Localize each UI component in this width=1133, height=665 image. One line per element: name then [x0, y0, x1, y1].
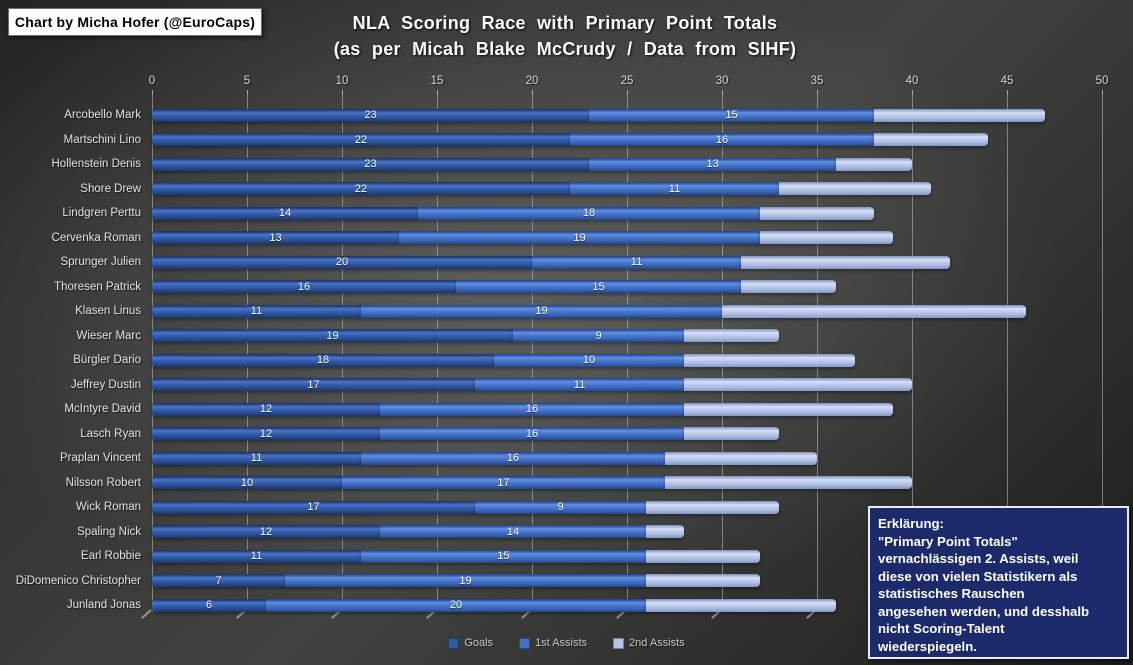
bar-segment-2nd-assists: [779, 182, 931, 195]
bar-segment-1st-assists: [532, 256, 741, 269]
bar-value-label: 17: [497, 476, 510, 489]
x-axis-tick-mark: [1102, 90, 1103, 95]
bar-value-label: 19: [573, 231, 586, 244]
bar-value-label: 19: [326, 329, 339, 342]
bar-segment-1st-assists: [513, 329, 684, 342]
bar-value-label: 13: [269, 231, 282, 244]
x-axis-tick-label: 25: [620, 75, 634, 87]
bar-value-label: 15: [592, 280, 605, 293]
bar-segment-goals: [152, 109, 589, 122]
x-axis-tick-label: 0: [148, 75, 156, 87]
credit-badge-text: Chart by Micha Hofer (@EuroCaps): [14, 14, 256, 30]
bar-segment-2nd-assists: [646, 599, 836, 612]
bar-value-label: 22: [354, 133, 368, 146]
bar-segment-2nd-assists: [684, 354, 855, 367]
x-axis-tick-mark: [1007, 90, 1008, 95]
legend-item: [448, 637, 493, 649]
bar-segment-1st-assists: [456, 280, 741, 293]
player-label: Sprunger Julien: [60, 256, 141, 268]
bar-segment-1st-assists: [361, 452, 665, 465]
annotation-line: diese von vielen Statistikern als: [878, 568, 1078, 584]
player-label: Wieser Marc: [76, 329, 141, 342]
player-label: Spaling Nick: [77, 525, 141, 538]
bar-value-label: 9: [595, 329, 602, 342]
bar-segment-goals: [152, 525, 380, 538]
bar-segment-2nd-assists: [646, 550, 760, 563]
bar-segment-2nd-assists: [684, 378, 912, 391]
legend-swatch-1st-assists: [519, 638, 530, 649]
bar-value-label: 20: [449, 599, 463, 612]
bar-segment-1st-assists: [570, 182, 779, 195]
bar-value-label: 11: [250, 550, 263, 563]
bar-value-label: 12: [259, 427, 273, 440]
bar-value-label: 23: [364, 158, 377, 171]
x-axis-tick-label: 20: [525, 75, 539, 87]
x-axis-tick-mark: [627, 90, 628, 95]
annotation-line: vernachlässigen 2. Assists, weil: [878, 551, 1079, 566]
bar-segment-1st-assists: [361, 305, 722, 318]
bar-value-label: 23: [364, 109, 377, 122]
bar-segment-goals: [152, 305, 361, 318]
x-axis-tick-label: 5: [243, 75, 251, 87]
player-label: Bürgler Dario: [73, 354, 141, 366]
x-axis-tick-label: 35: [810, 75, 824, 87]
x-axis-tick-label: 10: [335, 75, 349, 87]
bar-segment-goals: [152, 501, 475, 514]
bar-segment-1st-assists: [570, 133, 874, 146]
player-label: Jeffrey Dustin: [70, 378, 141, 391]
bar-value-label: 16: [525, 403, 539, 416]
player-label: Praplan Vincent: [60, 452, 141, 464]
chart-title: [270, 10, 860, 62]
bar-value-label: 12: [259, 403, 273, 416]
bar-segment-2nd-assists: [741, 256, 950, 269]
bar-segment-2nd-assists: [836, 158, 912, 171]
bar-segment-goals: [152, 427, 380, 440]
bar-value-label: 14: [506, 525, 520, 538]
bar-value-label: 18: [582, 207, 596, 220]
bar-segment-1st-assists: [266, 599, 646, 612]
bar-segment-1st-assists: [285, 574, 646, 587]
bar-segment-goals: [152, 452, 361, 465]
bar-segment-goals: [152, 599, 266, 612]
x-axis-tick-mark: [247, 90, 248, 95]
bar-value-label: 16: [715, 133, 729, 146]
bar-segment-2nd-assists: [646, 501, 779, 514]
bar-segment-1st-assists: [399, 231, 760, 244]
player-label: Earl Robbie: [80, 550, 141, 562]
bar-value-label: 19: [535, 305, 548, 318]
x-axis-tick-mark: [912, 90, 913, 95]
bar-segment-1st-assists: [418, 207, 760, 220]
bar-segment-1st-assists: [589, 109, 874, 122]
bar-segment-2nd-assists: [874, 133, 988, 146]
x-axis-tick-mark: [817, 90, 818, 95]
bar-value-label: 20: [335, 256, 349, 269]
bar-value-label: 16: [297, 280, 311, 293]
bar-segment-2nd-assists: [684, 427, 779, 440]
legend-label: 2nd Assists: [629, 637, 685, 649]
x-axis-tick-label: 30: [715, 75, 729, 87]
bar-value-label: 11: [250, 452, 263, 465]
bar-value-label: 7: [215, 574, 222, 587]
bar-value-label: 18: [316, 354, 330, 367]
bar-value-label: 19: [459, 574, 472, 587]
bar-value-label: 6: [205, 599, 213, 612]
annotation-line: angesehen werden, und desshalb: [878, 603, 1090, 619]
bar-segment-2nd-assists: [646, 574, 760, 587]
bar-value-label: 17: [307, 501, 320, 514]
chart-title-line-2: (as per Micah Blake McCrudy / Data from SIHF): [333, 39, 797, 59]
bar-value-label: 22: [354, 182, 368, 195]
bar-segment-2nd-assists: [665, 452, 817, 465]
legend-swatch-2nd-assists: [613, 638, 624, 649]
legend-label: Goals: [464, 637, 494, 649]
player-label: Martschini Lino: [63, 133, 141, 146]
legend-swatch-goals: [448, 638, 459, 649]
player-label: McIntyre David: [64, 403, 141, 415]
player-label: Lasch Ryan: [80, 427, 141, 440]
x-axis-tick-mark: [722, 90, 723, 95]
bar-segment-goals: [152, 476, 342, 489]
annotation-line: statistisches Rauschen: [878, 586, 1025, 601]
legend-item: [613, 637, 685, 649]
annotation-line: "Primary Point Totals": [878, 533, 1018, 549]
player-label: Thoresen Patrick: [54, 280, 141, 293]
x-axis-tick-label: 45: [1000, 75, 1014, 87]
bar-segment-1st-assists: [494, 354, 684, 367]
bar-segment-goals: [152, 182, 570, 195]
player-label: Nilsson Robert: [65, 476, 141, 489]
x-axis-tick-label: 50: [1095, 75, 1109, 87]
bar-segment-goals: [152, 403, 380, 416]
bar-segment-1st-assists: [342, 476, 665, 489]
bar-segment-1st-assists: [380, 525, 646, 538]
bar-segment-2nd-assists: [665, 476, 912, 489]
x-axis-tick-label: 40: [905, 75, 919, 87]
bar-value-label: 9: [557, 501, 564, 514]
bar-segment-2nd-assists: [741, 280, 836, 293]
bar-segment-goals: [152, 158, 589, 171]
bar-segment-2nd-assists: [760, 231, 893, 244]
bar-value-label: 16: [525, 427, 539, 440]
x-axis-tick-mark: [437, 90, 438, 95]
player-label: Shore Drew: [80, 182, 141, 195]
player-label: Klasen Linus: [75, 305, 141, 317]
player-label: Arcobello Mark: [64, 109, 141, 121]
player-label: Wick Roman: [75, 501, 141, 513]
annotation-line: Erklärung:: [878, 516, 944, 531]
bar-segment-goals: [152, 256, 532, 269]
player-label: Lindgren Perttu: [62, 207, 141, 219]
bar-segment-goals: [152, 207, 418, 220]
bar-segment-goals: [152, 574, 285, 587]
bar-segment-1st-assists: [380, 403, 684, 416]
bottom-axis-tick: [141, 609, 152, 619]
bar-value-label: 11: [573, 378, 586, 391]
bar-segment-goals: [152, 378, 475, 391]
bar-value-label: 10: [582, 354, 596, 367]
bar-segment-goals: [152, 280, 456, 293]
bar-segment-goals: [152, 133, 570, 146]
bar-segment-2nd-assists: [684, 403, 893, 416]
legend-item: [519, 637, 587, 649]
bar-segment-goals: [152, 329, 513, 342]
bar-segment-1st-assists: [475, 378, 684, 391]
bar-value-label: 13: [706, 158, 719, 171]
player-label: Cervenka Roman: [51, 231, 141, 244]
bar-value-label: 14: [278, 207, 292, 220]
bar-value-label: 16: [506, 452, 520, 465]
x-axis-tick-mark: [152, 90, 153, 95]
x-axis-tick-mark: [342, 90, 343, 95]
bar-value-label: 11: [668, 182, 681, 195]
bar-segment-goals: [152, 231, 399, 244]
bar-segment-1st-assists: [380, 427, 684, 440]
annotation-line: wiederspiegeln.: [878, 638, 977, 654]
x-axis-tick-mark: [532, 90, 533, 95]
bar-segment-goals: [152, 550, 361, 563]
bar-value-label: 12: [259, 525, 273, 538]
bar-value-label: 15: [725, 109, 738, 122]
bar-value-label: 11: [250, 305, 263, 318]
bar-segment-1st-assists: [589, 158, 836, 171]
player-label: Hollenstein Denis: [51, 158, 141, 170]
bar-value-label: 15: [497, 550, 510, 563]
player-label: Junland Jonas: [66, 599, 141, 611]
bar-segment-1st-assists: [361, 550, 646, 563]
annotation-line: nicht Scoring-Talent: [878, 621, 1005, 636]
bar-segment-2nd-assists: [874, 109, 1045, 122]
bar-value-label: 10: [240, 476, 254, 489]
bar-segment-goals: [152, 354, 494, 367]
bar-segment-2nd-assists: [646, 525, 684, 538]
bar-segment-1st-assists: [475, 501, 646, 514]
bar-segment-2nd-assists: [684, 329, 779, 342]
bar-value-label: 17: [307, 378, 320, 391]
player-label: DiDomenico Christopher: [15, 574, 141, 587]
bar-segment-2nd-assists: [722, 305, 1026, 318]
legend-label: 1st Assists: [535, 637, 588, 649]
chart-title-line-1: NLA Scoring Race with Primary Point Totals: [352, 13, 778, 33]
x-axis-tick-label: 15: [430, 75, 444, 87]
bar-value-label: 11: [630, 256, 643, 269]
credit-badge: [8, 8, 262, 36]
bar-segment-2nd-assists: [760, 207, 874, 220]
annotation-box: [868, 506, 1129, 659]
